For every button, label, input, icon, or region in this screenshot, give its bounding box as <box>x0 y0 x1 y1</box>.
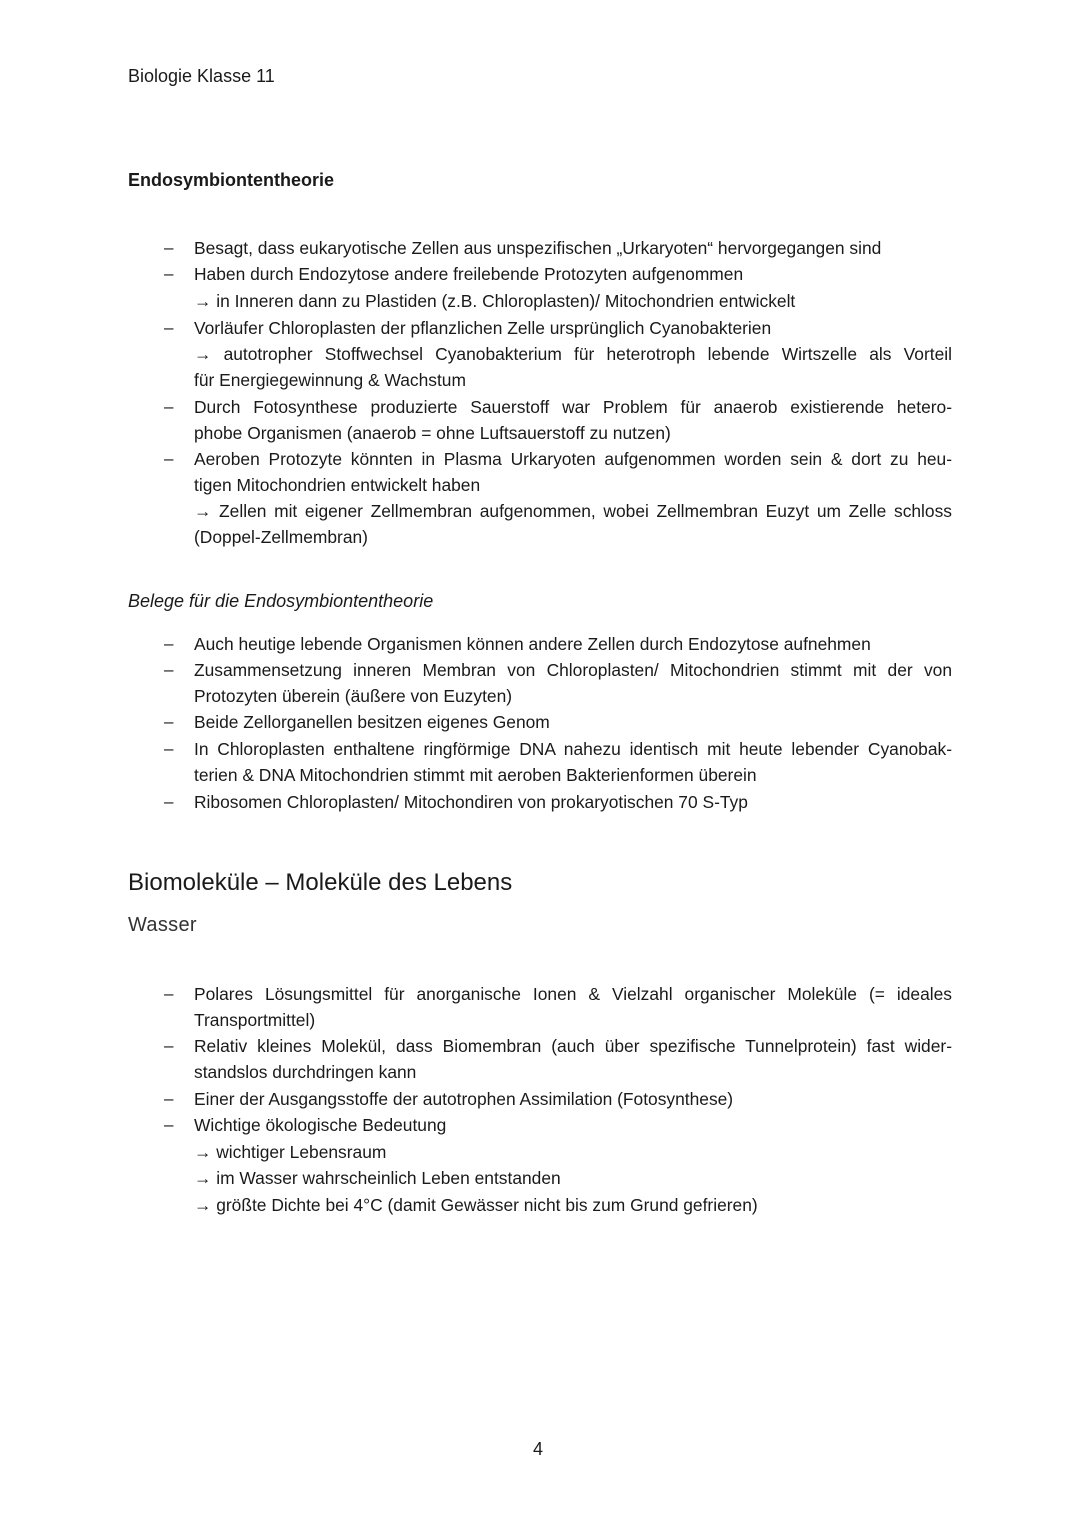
list-item-line: In Chloroplasten enthaltene ringförmige DNA nahezu identisch mit heute lebender Cyanobak- <box>194 739 952 759</box>
list-item-line: Ribosomen Chloroplasten/ Mitochondiren von prokaryotischen 70 S-Typ <box>194 792 748 812</box>
list-dash: – <box>164 264 174 283</box>
list-item-line: für Energiegewinnung & Wachstum <box>194 370 466 390</box>
list-dash: – <box>164 739 174 758</box>
section-subheading-wasser: Wasser <box>128 914 197 936</box>
list-dash: – <box>164 449 174 468</box>
list-item-line: Besagt, dass eukaryotische Zellen aus unspezifischen „Urkaryoten“ hervorgegangen sind <box>194 238 882 258</box>
list-item-line: Auch heutige lebende Organismen können andere Zellen durch Endozytose aufnehmen <box>194 634 871 654</box>
list-item-line: tigen Mitochondrien entwickelt haben <box>194 475 481 495</box>
list-dash: – <box>164 1115 174 1134</box>
list-item-line: phobe Organismen (anaerob = ohne Luftsauerstoff zu nutzen) <box>194 423 671 443</box>
list-item-line: → größte Dichte bei 4°C (damit Gewässer nicht bis zum Grund gefrieren) <box>194 1195 758 1215</box>
list-item-line: → im Wasser wahrscheinlich Leben entstanden <box>194 1168 561 1188</box>
list-item-line: Haben durch Endozytose andere freilebende Protozyten aufgenommen <box>194 264 744 284</box>
list-item-line: Protozyten überein (äußere von Euzyten) <box>194 686 513 706</box>
list-dash: – <box>164 712 174 731</box>
list-item-line: → in Inneren dann zu Plastiden (z.B. Chloroplasten)/ Mitochondrien entwickelt <box>194 291 796 311</box>
list-dash: – <box>164 318 174 337</box>
list-item-line: Relativ kleines Molekül, dass Biomembran (auch über spezifische Tunnelprotein) fast wider- <box>194 1036 952 1056</box>
list-item-line: Durch Fotosynthese produzierte Sauerstoff war Problem für anaerob existierende hetero- <box>194 397 952 417</box>
list-item-line: Aeroben Protozyte könnten in Plasma Urkaryoten aufgenommen worden sein & dort zu heu- <box>194 449 952 469</box>
list-dash: – <box>164 397 174 416</box>
list-item-line: Vorläufer Chloroplasten der pflanzlichen Zelle ursprünglich Cyanobakterien <box>194 318 772 338</box>
list-item-line: → wichtiger Lebensraum <box>194 1142 387 1162</box>
list-dash: – <box>164 238 174 257</box>
list-item-line: terien & DNA Mitochondrien stimmt mit aeroben Bakterienformen überein <box>194 765 757 785</box>
list-item-line: standslos durchdringen kann <box>194 1062 417 1082</box>
section-heading-endosymbiontentheorie: Endosymbiontentheorie <box>128 170 335 190</box>
list-dash: – <box>164 1089 174 1108</box>
list-dash: – <box>164 634 174 653</box>
list-item-line: Beide Zellorganellen besitzen eigenes Genom <box>194 712 550 732</box>
list-dash: – <box>164 984 174 1003</box>
list-item-line: → autotropher Stoffwechsel Cyanobakterium für heterotroph lebende Wirtszelle als Vorteil <box>194 344 952 364</box>
list-item-line: → Zellen mit eigener Zellmembran aufgenommen, wobei Zellmembran Euzyt um Zelle schloss <box>194 501 952 521</box>
list-item-line: (Doppel-Zellmembran) <box>194 527 368 547</box>
section-heading-biomolekuele: Biomoleküle – Moleküle des Lebens <box>128 869 513 896</box>
list-item-line: Wichtige ökologische Bedeutung <box>194 1115 447 1135</box>
list-item-line: Polares Lösungsmittel für anorganische Ionen & Vielzahl organischer Moleküle (= ideales <box>194 984 952 1004</box>
list-dash: – <box>164 1036 174 1055</box>
list-item-line: Transportmittel) <box>194 1010 316 1030</box>
list-dash: – <box>164 660 174 679</box>
list-dash: – <box>164 792 174 811</box>
list-item-line: Zusammensetzung inneren Membran von Chloroplasten/ Mitochondrien stimmt mit der von <box>194 660 952 680</box>
page-header: Biologie Klasse 11 <box>128 66 275 86</box>
section-heading-belege: Belege für die Endosymbiontentheorie <box>128 591 434 611</box>
page-number: 4 <box>533 1439 544 1459</box>
list-item-line: Einer der Ausgangsstoffe der autotrophen Assimilation (Fotosynthese) <box>194 1089 734 1109</box>
